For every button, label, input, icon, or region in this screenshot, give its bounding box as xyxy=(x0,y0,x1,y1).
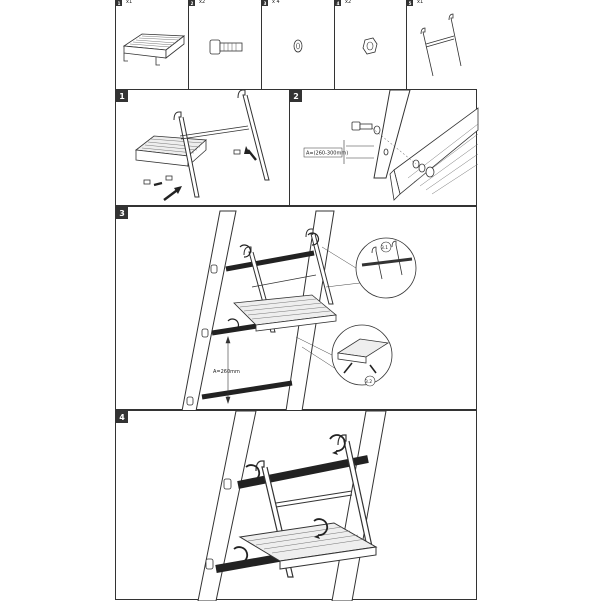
part-cell-1 xyxy=(116,0,189,90)
part-number-badge: 5 xyxy=(408,0,412,6)
dimension-label: A=260mm xyxy=(213,369,240,375)
callout-label-3-2: 3.2 xyxy=(365,380,373,385)
part-cell-3 xyxy=(262,0,335,90)
part-number-badge: 4 xyxy=(336,0,340,6)
step-2-illustration xyxy=(290,90,478,207)
part-quantity: x1 xyxy=(417,0,424,5)
parts-list xyxy=(115,0,477,89)
step-3-illustration xyxy=(116,207,478,411)
part-cell-5 xyxy=(407,0,478,90)
step-number-badge: 2 xyxy=(290,90,302,102)
part-quantity: x2 xyxy=(345,0,352,5)
step-number-badge: 3 xyxy=(116,207,128,219)
step-2-panel xyxy=(289,89,477,206)
step-1-panel xyxy=(115,89,290,206)
step-number-badge: 4 xyxy=(116,411,128,423)
part-number-badge: 2 xyxy=(190,0,194,6)
nut-icon xyxy=(335,0,407,90)
step-4-panel xyxy=(115,410,477,600)
hook-frame-icon xyxy=(407,0,478,90)
callout-label-3-1: 3.1 xyxy=(381,246,389,251)
bolt-icon xyxy=(189,0,262,90)
part-quantity: x 4 xyxy=(272,0,280,5)
step-1-illustration xyxy=(116,90,291,207)
part-quantity: x2 xyxy=(199,0,206,5)
part-quantity: x1 xyxy=(126,0,133,5)
washer-icon xyxy=(262,0,335,90)
part-cell-2 xyxy=(189,0,262,90)
step-3-panel xyxy=(115,206,477,410)
step-platform-icon xyxy=(116,0,189,90)
step-number-badge: 1 xyxy=(116,90,128,102)
step-4-illustration xyxy=(116,411,478,601)
dimension-label: A=(260-300mm) xyxy=(306,150,349,157)
part-number-badge: 3 xyxy=(263,0,267,6)
part-cell-4 xyxy=(335,0,407,90)
part-number-badge: 1 xyxy=(117,0,121,6)
